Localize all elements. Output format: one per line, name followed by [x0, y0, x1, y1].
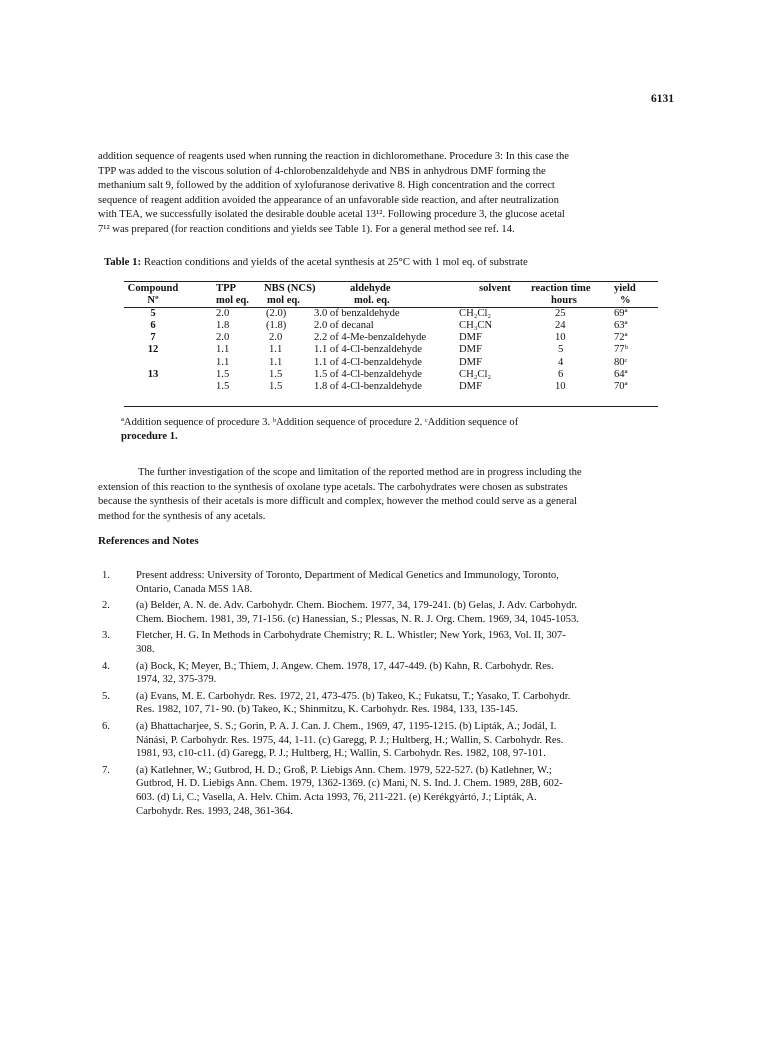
table-row [124, 381, 658, 393]
footnote-a: ªAddition sequence of procedure 3. [121, 417, 271, 428]
header-time: reaction time [531, 283, 591, 294]
reference-item [98, 690, 688, 717]
cell-nbs: (2.0) [266, 307, 287, 319]
cell-compound: 13 [147, 369, 159, 381]
header-compound: Compound [127, 283, 179, 294]
table-row [124, 332, 658, 344]
paragraph-line: methanium salt 9, followed by the addition of xylofuranose derivative 8. High concentration and the correct [98, 180, 555, 191]
table-header-row [124, 295, 658, 307]
cell-time: 6 [558, 369, 564, 381]
header-nbs-unit: mol eq. [267, 295, 300, 307]
table-caption [104, 256, 528, 268]
cell-aldehyde: 2.0 of decanal [314, 319, 374, 331]
cell-tpp: 2.0 [216, 307, 230, 319]
reference-text: (a) Bock, K; Meyer, B.; Thiem, J. Angew. Chem. 1978, 17, 447-449. (b) Kahn, R. Carbohydr. Res. 1974, 32, 375-379. [136, 660, 554, 686]
cell-nbs: 1.1 [269, 356, 283, 368]
reference-number: 7. [102, 764, 110, 776]
intro-paragraph [98, 150, 680, 237]
cell-time: 5 [558, 344, 564, 356]
cell-nbs: 1.1 [269, 344, 283, 356]
cell-yield: 70ª [614, 381, 628, 393]
header-yield: yield [614, 283, 636, 294]
cell-compound: 5 [150, 307, 156, 319]
reference-number: 6. [102, 720, 110, 732]
paragraph-line: sequence of reagent addition avoided the appearance of an unfavorable side reaction, and after neutralization [98, 194, 559, 206]
cell-compound: 12 [147, 344, 159, 356]
discussion-paragraph [98, 466, 680, 524]
header-aldehyde-unit: mol. eq. [354, 295, 390, 307]
cell-aldehyde: 2.2 of 4-Me-benzaldehyde [314, 332, 427, 344]
cell-aldehyde: 1.1 of 4-Cl-benzaldehyde [314, 344, 422, 356]
reference-number: 3. [102, 630, 110, 642]
cell-nbs: 1.5 [269, 369, 283, 381]
table-caption-label: Table 1: [104, 256, 142, 268]
paragraph-line: TPP was added to the viscous solution of 4-chlorobenzaldehyde and NBS in anhydrous DMF forming the [98, 165, 546, 177]
table-header-rule [124, 307, 658, 308]
cell-aldehyde: 1.5 of 4-Cl-benzaldehyde [314, 369, 422, 381]
cell-solvent: CH₂Cl₂ [459, 369, 492, 381]
paragraph-line: The further investigation of the scope and limitation of the reported method are in progress including the [138, 467, 582, 478]
header-tpp: TPP [216, 283, 237, 294]
cell-solvent: DMF [459, 381, 482, 393]
reference-text: Present address: University of Toronto, Department of Medical Genetics and Immunology, Toronto, Ontario, Canada M5S 1A8. [136, 570, 559, 595]
cell-solvent: CH₃CN [459, 319, 493, 331]
cell-tpp: 1.5 [216, 381, 230, 393]
header-aldehyde: aldehyde [350, 283, 391, 294]
table-row [124, 320, 658, 332]
cell-aldehyde: 3.0 of benzaldehyde [314, 307, 400, 319]
header-nbs: NBS (NCS) [264, 283, 316, 294]
cell-compound: 7 [150, 332, 156, 344]
paragraph-line: method for the synthesis of any acetals. [98, 510, 266, 522]
cell-nbs: (1.8) [266, 319, 287, 331]
reference-text: (a) Katlehner, W.; Gutbrod, H. D.; Groß, P. Liebigs Ann. Chem. 1979, 522-527. (b) Katlehner, W.; Gutbrod, H. D. Liebigs Ann. Chem. 1979, 1362-1369. (c) Mani, N. S. Ind. J. Chem. 1989, 28B, 602- 603. (d) Li, C.; Vasella, A. Helv. Chim. Acta 1993, 76, 211-221. (e) Kerékgyártó, J.; Lipták, A. Carbohydr. Res. 1993, 248, 361-364. [136, 764, 563, 817]
cell-tpp: 1.5 [216, 369, 230, 381]
reference-text: (a) Belder, A. N. de. Adv. Carbohydr. Chem. Biochem. 1977, 34, 179-241. (b) Gelas, J. Adv. Carbohydr. Chem. Biochem. 1981, 39, 71-156. (c) Hanessian, S.; Plessas, N. R. J. Org. Chem. 1969, 34, 1045-1053. [136, 600, 579, 625]
footnote-line [121, 416, 681, 430]
reference-number: 1. [102, 570, 110, 581]
results-table [124, 283, 658, 394]
cell-yield: 63ª [614, 319, 628, 331]
cell-aldehyde: 1.1 of 4-Cl-benzaldehyde [314, 356, 422, 368]
cell-tpp: 1.1 [216, 356, 230, 368]
reference-number: 4. [102, 660, 110, 672]
reference-item [98, 599, 688, 626]
table-row [124, 344, 658, 356]
header-compound-unit: Nº [147, 295, 159, 307]
paragraph-line: because the synthesis of their acetals is more difficult and complex, however the method could serve as a general [98, 496, 578, 507]
header-time-unit: hours [551, 295, 577, 307]
reference-text: (a) Bhattacharjee, S. S.; Gorin, P. A. J. Can. J. Chem., 1969, 47, 1195-1215. (b) Lipták, A.; Jodál, I. Nánási, P. Carbohydr. Res. 1975, 44, 1-11. (c) Garegg, P. J.; Hultberg, H.; Wallin, S. Carbohydr. Res. 1981, 93, c10-c11. (d) Garegg, P. J.; Hultberg, H.; Wallin, S. Carbohydr. Res. 1982, 108, 97-101. [136, 720, 564, 760]
paragraph-line: 7¹² was prepared (for reaction conditions and yields see Table 1). For a general method see ref. 14. [98, 223, 515, 235]
cell-time: 4 [558, 356, 564, 368]
table-row [124, 308, 658, 320]
reference-item [98, 629, 688, 656]
footnote-c-continued: procedure 1. [121, 431, 178, 442]
header-yield-unit: % [620, 295, 631, 307]
cell-time: 10 [555, 381, 566, 393]
paragraph-line: extension of this reaction to the synthesis of oxolane type acetals. The carbohydrates were chosen as substrates [98, 481, 568, 493]
cell-solvent: DMF [459, 344, 482, 356]
reference-number: 2. [102, 600, 110, 612]
cell-yield: 77ᵇ [614, 344, 628, 356]
table-header-row [124, 283, 658, 295]
reference-item [98, 764, 688, 818]
table-caption-text: Reaction conditions and yields of the acetal synthesis at 25°C with 1 mol eq. of substrate [143, 256, 528, 268]
reference-item [98, 720, 688, 761]
cell-solvent: CH₂Cl₂ [459, 307, 492, 319]
header-solvent: solvent [479, 283, 511, 294]
cell-nbs: 2.0 [269, 332, 283, 344]
cell-tpp: 2.0 [216, 332, 230, 344]
reference-text: (a) Evans, M. E. Carbohydr. Res. 1972, 21, 473-475. (b) Takeo, K.; Fukatsu, T.; Yasako, T. Carbohydr. Res. 1982, 107, 71- 90. (b) Takeo, K.; Shinmitzu, K. Carbohydr. Res. 1984, 133, 135-145. [136, 690, 571, 716]
table-footnotes [121, 416, 681, 444]
cell-time: 10 [555, 332, 566, 344]
cell-time: 24 [555, 319, 566, 331]
cell-compound: 6 [150, 319, 156, 331]
cell-nbs: 1.5 [269, 381, 283, 393]
cell-tpp: 1.8 [216, 319, 230, 331]
cell-yield: 69ª [614, 307, 628, 319]
cell-time: 25 [555, 307, 566, 319]
reference-number: 5. [102, 690, 110, 702]
table-top-rule [124, 281, 658, 282]
references-list [98, 569, 688, 821]
footnote-c: ᶜAddition sequence of [424, 417, 519, 428]
reference-item [98, 660, 688, 687]
reference-text: Fletcher, H. G. In Methods in Carbohydrate Chemistry; R. L. Whistler; New York, 1963, Vol. II, 307- 308. [136, 630, 566, 655]
table-bottom-rule [124, 406, 658, 407]
cell-solvent: DMF [459, 332, 482, 344]
cell-yield: 72ª [614, 332, 628, 344]
reference-item [98, 569, 688, 596]
cell-yield: 64ª [614, 369, 628, 381]
table-row [124, 357, 658, 369]
table-row [124, 369, 658, 381]
references-heading: References and Notes [98, 535, 199, 547]
cell-solvent: DMF [459, 356, 482, 368]
paragraph-line: addition sequence of reagents used when running the reaction in dichloromethane. Procedure 3: In this case the [98, 151, 569, 162]
header-tpp-unit: mol eq. [216, 295, 249, 307]
cell-yield: 80ᶜ [614, 356, 628, 368]
cell-aldehyde: 1.8 of 4-Cl-benzaldehyde [314, 381, 422, 393]
cell-tpp: 1.1 [216, 344, 230, 356]
paragraph-line: with TEA, we successfully isolated the desirable double acetal 13¹². Following procedure 3, the glucose acetal [98, 209, 565, 220]
page-number: 6131 [651, 93, 674, 105]
footnote-b: ᵇAddition sequence of procedure 2. [272, 417, 423, 428]
